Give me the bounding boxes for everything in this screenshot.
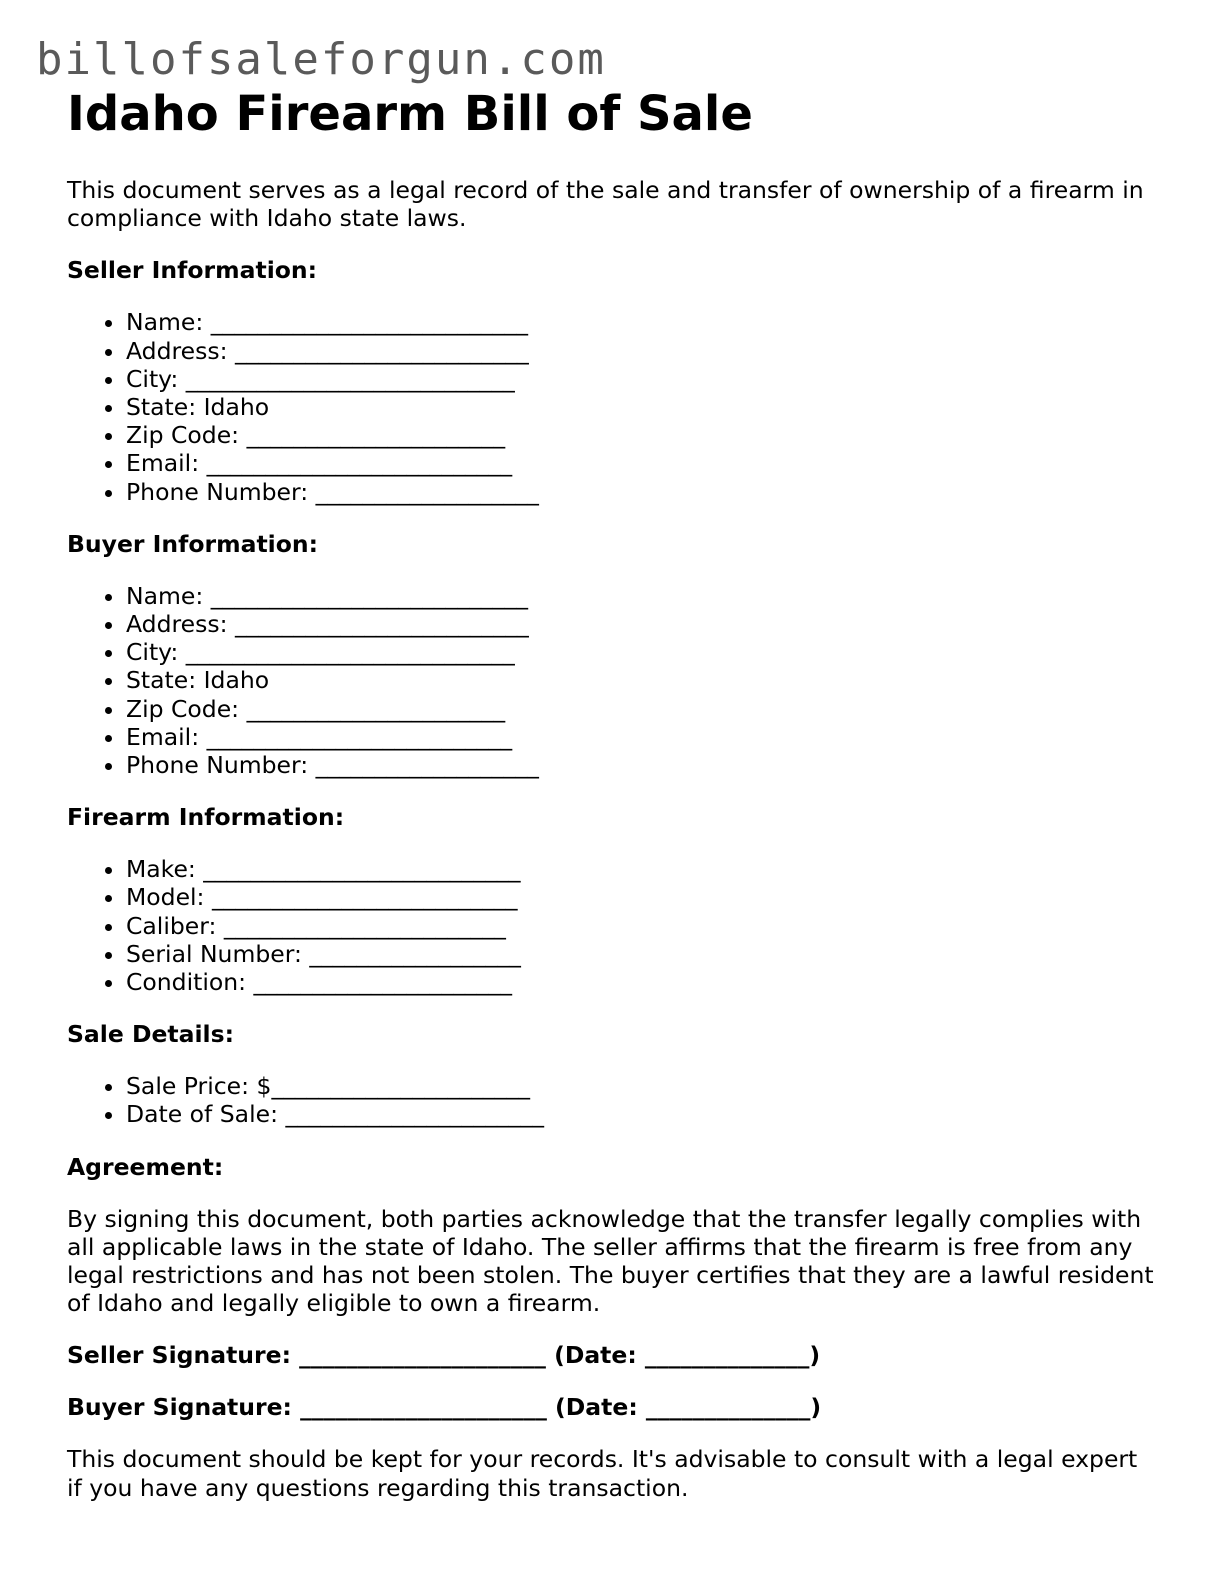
seller-state-field: • State: Idaho bbox=[126, 393, 1157, 421]
seller-zip-field: • Zip Code: ______________________ bbox=[126, 421, 1157, 449]
firearm-list bbox=[67, 855, 1157, 996]
watermark: billofsaleforgun.com bbox=[36, 34, 606, 85]
sale-price-field: • Sale Price: $______________________ bbox=[126, 1072, 1157, 1100]
firearm-serial-field: • Serial Number: __________________ bbox=[126, 940, 1157, 968]
agreement-text: By signing this document, both parties acknowledge that the transfer legally complies with all applicable laws in the state of Idaho. The seller affirms that the firearm is free from any legal restrictions and has not been stolen. The buyer certifies that they are a lawful resident of Idaho and legally eligible to own a firearm. bbox=[67, 1204, 1154, 1318]
firearm-heading: Firearm Information: bbox=[67, 803, 345, 832]
page-title: Idaho Firearm Bill of Sale bbox=[67, 86, 753, 142]
buyer-state-field: • State: Idaho bbox=[126, 666, 1157, 694]
seller-address-field: • Address: _________________________ bbox=[126, 337, 1157, 365]
buyer-email-field: • Email: __________________________ bbox=[126, 723, 1157, 751]
seller-signature-line: Seller Signature: _____________________ (Date: ______________) bbox=[67, 1341, 821, 1370]
buyer-heading: Buyer Information: bbox=[67, 529, 319, 558]
firearm-model-field: • Model: __________________________ bbox=[126, 883, 1157, 911]
seller-name-field: • Name: ___________________________ bbox=[126, 308, 1157, 336]
document-page bbox=[67, 84, 1157, 1502]
buyer-address-field: • Address: _________________________ bbox=[126, 610, 1157, 638]
seller-heading: Seller Information: bbox=[67, 256, 318, 285]
buyer-list bbox=[67, 582, 1157, 779]
firearm-condition-field: • Condition: ______________________ bbox=[126, 968, 1157, 996]
seller-city-field: • City: ____________________________ bbox=[126, 365, 1157, 393]
buyer-name-field: • Name: ___________________________ bbox=[126, 582, 1157, 610]
intro-paragraph: This document serves as a legal record of the sale and transfer of ownership of a firearm in compliance with Idaho state laws. bbox=[67, 176, 1144, 233]
buyer-city-field: • City: ____________________________ bbox=[126, 638, 1157, 666]
sale-heading: Sale Details: bbox=[67, 1020, 234, 1049]
buyer-phone-field: • Phone Number: ___________________ bbox=[126, 751, 1157, 779]
sale-date-field: • Date of Sale: ______________________ bbox=[126, 1100, 1157, 1128]
buyer-zip-field: • Zip Code: ______________________ bbox=[126, 695, 1157, 723]
seller-phone-field: • Phone Number: ___________________ bbox=[126, 478, 1157, 506]
agreement-heading: Agreement: bbox=[67, 1152, 224, 1181]
firearm-caliber-field: • Caliber: ________________________ bbox=[126, 912, 1157, 940]
seller-list bbox=[67, 308, 1157, 505]
seller-email-field: • Email: __________________________ bbox=[126, 449, 1157, 477]
sale-list bbox=[67, 1072, 1157, 1128]
closing-paragraph: This document should be kept for your records. It's advisable to consult with a legal expert if you have any questions regarding this transaction. bbox=[67, 1445, 1138, 1502]
buyer-signature-line: Buyer Signature: _____________________ (Date: ______________) bbox=[67, 1393, 822, 1422]
firearm-make-field: • Make: ___________________________ bbox=[126, 855, 1157, 883]
